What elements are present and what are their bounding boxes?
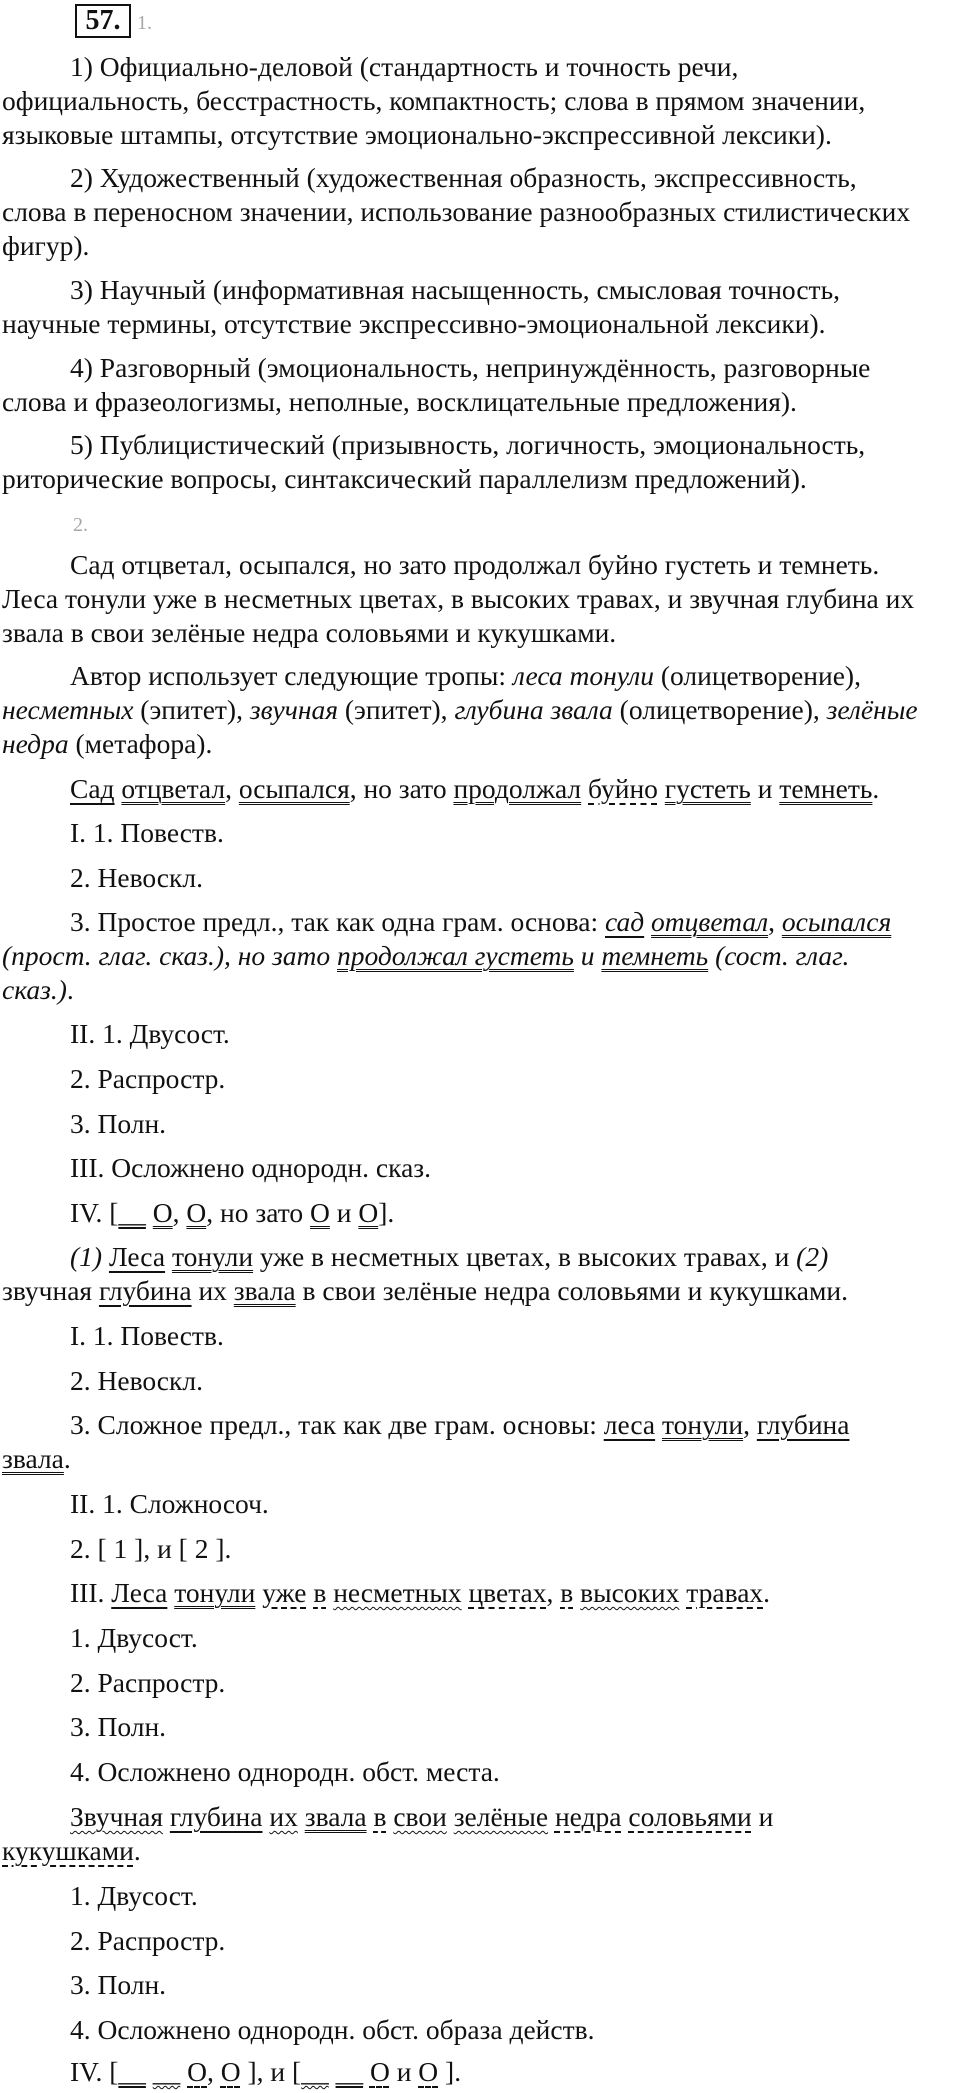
section-label-2: 2. [73,514,88,536]
sentence-1-end: . [872,773,880,804]
tropes-intro: Автор использует следующие тропы: [70,660,513,691]
trope-5b: недра [2,728,69,759]
word-sad-italic: сад [605,906,645,937]
analysis-2-line-16: 4. Осложнено однородн. обст. образа действ. [70,2014,595,2045]
tropes-line-2 [2,693,918,727]
comma: , [207,2056,221,2087]
word-lesa: Леса [108,1241,166,1272]
space [102,1241,109,1272]
analysis-1-line-2: 2. Невоскл. [70,862,203,893]
analysis-2-line-13: 1. Двусост. [70,1880,198,1911]
clause-2-svoi: свои [393,1801,447,1832]
analysis-1-line-3c [2,973,74,1007]
period: . [133,1835,141,1866]
comma: , [768,906,782,937]
analysis-2-line-14: 2. Распростр. [70,1925,226,1956]
analysis-1-l3-intro: 3. Простое предл., так как одна грам. основа: [70,906,605,937]
style-item-3-line-1: 3) Научный (информативная насыщенность, смысловая точность, [70,274,840,305]
sentence-2-l2b: их [191,1275,234,1306]
space [658,773,665,804]
clause-2-v: в [373,1801,387,1832]
comma: , [743,1409,757,1440]
section-label-1: 1. [137,12,152,34]
trope-2-kind: (эпитет), [133,694,250,725]
style-item-1-line-2: официальность, бесстрастность, компактность; слова в прямом значении, [2,85,866,116]
clause-2-glubina: глубина [169,1801,263,1832]
analysis-1-line-4: II. 1. Двусост. [70,1018,230,1049]
scheme-1-open: IV. [ [70,1197,119,1228]
word-sad: Сад [70,773,115,804]
clause-1-travah: травах [686,1577,764,1608]
clause-2-nedra: недра [554,1801,622,1832]
analysis-2-line-2: 2. Невоскл. [70,1365,203,1396]
clause-2-parsed-line-1 [70,1800,773,1834]
trope-4: глубина звала [454,694,613,725]
analysis-1-line-3 [70,905,891,939]
style-item-4-line-1: 4) Разговорный (эмоциональность, непринуждённость, разговорные [70,352,871,383]
scheme-2-subj-1: __ [118,2056,146,2087]
space [146,1197,153,1228]
style-item-2-line-3: фигур). [2,230,90,261]
scheme-2-o4: О [418,2056,439,2087]
analysis-2-line-10: 4. Осложнено однородн. обст. места. [70,1756,500,1787]
grammar-zvala: звала [2,1443,64,1474]
trope-4-kind: (олицетворение), [612,694,827,725]
scheme-1-subject: __ [118,1197,146,1228]
clause-2-zvala: звала [304,1801,367,1832]
scheme-1-pred-1: О [152,1197,173,1228]
analysis-2-line-15: 3. Полн. [70,1969,167,2000]
scheme-2-o3: О [369,2056,390,2087]
tropes-line-1 [70,659,861,693]
analysis-2-line-3b [2,1442,71,1476]
scheme-2-open: IV. [ [70,2056,119,2087]
scheme-1-and: и [329,1197,359,1228]
clause-2-zvuchnaya: Звучная [70,1801,163,1832]
word-gustet: густеть [664,773,751,804]
word-otcvetal-italic: отцветал [651,906,769,937]
clause-1-v1: в [313,1577,327,1608]
space [655,1409,662,1440]
scheme-2-attr-2: __ [301,2056,329,2087]
word-otcvetal: отцветал [121,773,226,804]
clause-1-lesa: Леса [111,1577,168,1608]
scheme-2-o1: О [187,2056,208,2087]
word-temnet: темнеть [779,773,873,804]
style-item-2-line-1: 2) Художественный (художественная образность, экспрессивность, [70,162,857,193]
clause-1-nesmetnyh: несметных [333,1577,462,1608]
tropes-line-3 [2,727,212,761]
style-item-5-line-1: 5) Публицистический (призывность, логичность, эмоциональность, [70,429,866,460]
scheme-2-close: ]. [438,2056,462,2087]
analysis-1-l3b-and: и [573,940,602,971]
word-tonuli: тонули [171,1241,254,1272]
trope-2: несметных [2,694,134,725]
trope-3: звучная [249,694,339,725]
clause-number-1: (1) [70,1241,103,1272]
clause-2-zelenye: зелёные [453,1801,549,1832]
scheme-1-conj: , но зато [206,1197,310,1228]
trope-5a: зелёные [826,694,918,725]
grammar-lesa: леса [603,1409,656,1440]
scheme-1-pred-2: О [186,1197,207,1228]
analysis-1-line-1: I. 1. Повеств. [70,817,224,848]
style-item-2-line-2: слова в переносном значении, использование разнообразных стилистических [2,196,911,227]
trope-3-kind: (эпитет), [338,694,455,725]
clause-1-v2: в [560,1577,574,1608]
scheme-2-conj: ], и [ [240,2056,302,2087]
analysis-1-l3b-b: (сост. глаг. [708,940,850,971]
style-item-1-line-3: языковые штампы, отсутствие эмоционально-экспрессивной лексики). [2,119,832,150]
sentence-2-l2c: в свои зелёные недра соловьями и кукушками. [295,1275,848,1306]
word-glubina: глубина [98,1275,192,1306]
word-prodolzhal: продолжал [453,773,582,804]
comma: , [172,1197,187,1228]
exercise-number: 57. [75,4,131,38]
sentence-1-conj: , но зато [349,773,454,804]
space [165,1241,172,1272]
word-zvala: звала [233,1275,296,1306]
scheme-1-close: ]. [378,1197,395,1228]
style-item-3-line-2: научные термины, отсутствие экспрессивно-эмоциональной лексики). [2,308,826,339]
trope-5-kind: (метафора). [68,728,213,759]
trope-1: леса тонули [512,660,654,691]
space [644,906,651,937]
analysis-2-line-8: 2. Распростр. [70,1667,226,1698]
analysis-1-line-7: III. Осложнено однородн. сказ. [70,1152,432,1183]
scheme-1-pred-3: О [310,1197,330,1228]
clause-1-parsed: III. Леса тонули уже в несметных цветах, в высоких травах. [70,1577,771,1608]
analysis-1-line-3b [2,939,849,973]
word-temnet-italic: темнеть [601,940,709,971]
period: . [63,1443,71,1474]
scheme-1 [70,1196,394,1230]
scheme-2-attr-1: __ [152,2056,181,2087]
trope-1-kind: (олицетворение), [653,660,861,691]
analysis-2-line-1: I. 1. Повеств. [70,1320,224,1351]
scheme-2-subj-2: __ [335,2056,364,2087]
clause-2-and: и [751,1801,774,1832]
clause-1-roman: III. [70,1577,112,1608]
analysis-2-line-5: 2. [ 1 ], и [ 2 ]. [70,1533,232,1564]
source-text-line-1: Сад отцветал, осыпался, но зато продолжал буйно густеть и темнеть. [70,549,880,580]
clause-number-2: (2) [796,1241,829,1272]
clause-1-uzhe: уже [262,1577,307,1608]
source-text-line-2: Леса тонули уже в несметных цветах, в высоких травах, и звучная глубина их [2,583,915,614]
analysis-1-l3c-a: сказ.) [2,974,67,1005]
grammar-tonuli: тонули [661,1409,744,1440]
word-osypalsya: осыпался [238,773,350,804]
scheme-2-o2: О [220,2056,241,2087]
clause-2-solovyami: соловьями [628,1801,752,1832]
clause-2-ih: их [269,1801,298,1832]
sentence-1-and: и [750,773,780,804]
analysis-1-line-6: 3. Полн. [70,1108,167,1139]
source-text-line-3: звала в свои зелёные недра соловьями и кукушками. [2,617,617,648]
sentence-2-l2a: звучная [2,1275,99,1306]
analysis-2-line-4: II. 1. Сложносоч. [70,1488,269,1519]
style-item-5-line-2: риторические вопросы, синтаксический параллелизм предложений). [2,463,807,494]
analysis-2-line-7: 1. Двусост. [70,1622,198,1653]
sentence-2-rest: уже в несметных цветах, в высоких травах, и [253,1241,797,1272]
analysis-2-line-3 [70,1408,849,1442]
analysis-1-l3b-a: (прост. глаг. сказ.), но зато [2,940,337,971]
scheme-2 [70,2055,461,2089]
analysis-1-line-5: 2. Распростр. [70,1063,226,1094]
sentence-2-line-1 [70,1240,828,1274]
clause-1-tonuli: тонули [174,1577,256,1608]
analysis-2-line-9: 3. Полн. [70,1711,167,1742]
style-item-4-line-2: слова и фразеологизмы, неполные, восклицательные предложения). [2,386,797,417]
clause-2-parsed-line-2 [2,1834,141,1868]
sentence-2-line-2 [2,1274,848,1308]
clause-2-kukushkami: кукушками [2,1835,134,1866]
grammar-glubina: глубина [756,1409,850,1440]
space [581,773,588,804]
analysis-1-l3c-b: . [66,974,74,1005]
phrase-prodolzhal-gustet: продолжал густеть [337,940,574,971]
scheme-2-and: и [389,2056,419,2087]
style-item-1-line-1: 1) Официально-деловой (стандартность и точность речи, [70,51,739,82]
period: . [763,1577,771,1608]
word-buyno: буйно [588,773,658,804]
sentence-1-comma: , [225,773,239,804]
word-osypalsya-italic: осыпался [781,906,892,937]
scheme-1-pred-4: О [358,1197,379,1228]
sentence-1-parsed [70,772,879,806]
clause-1-cvetah: цветах [468,1577,547,1608]
clause-1-vysokih: высоких [580,1577,680,1608]
analysis-2-l3-intro: 3. Сложное предл., так как две грам. основы: [70,1409,604,1440]
